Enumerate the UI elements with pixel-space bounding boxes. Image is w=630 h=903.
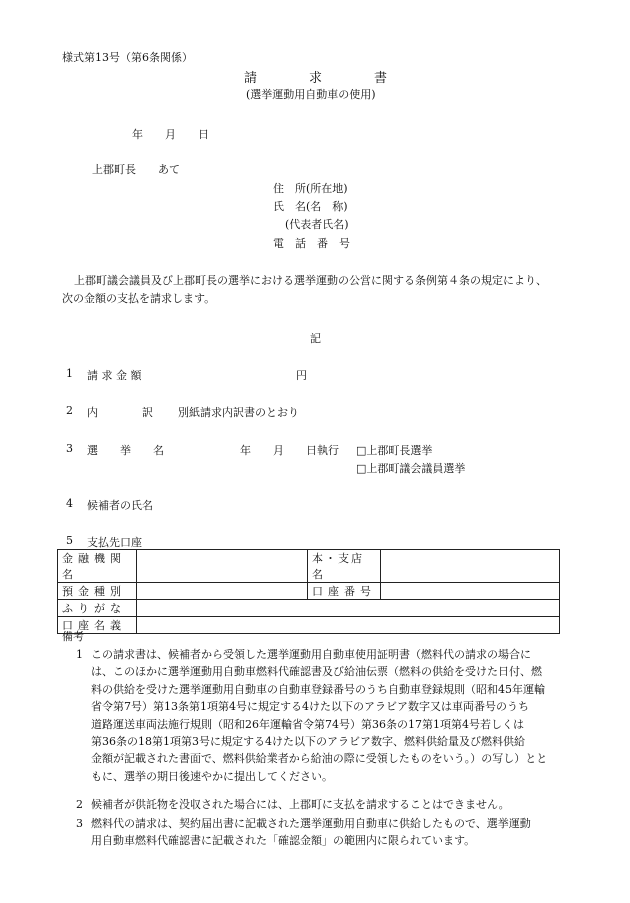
bank-name-label: 金融機関名 bbox=[58, 550, 137, 583]
election-option-mayor[interactable]: □上郡町長選挙 bbox=[356, 444, 433, 457]
applicant-phone-label: 電 話 番 号 bbox=[273, 237, 350, 250]
item-5-number: 5 bbox=[66, 534, 73, 547]
account-holder-field[interactable] bbox=[137, 617, 560, 634]
item-3-number: 3 bbox=[66, 442, 73, 455]
amount-unit: 円 bbox=[296, 369, 307, 382]
intro-line-1: 上郡町議会議員及び上郡町長の選挙における選挙運動の公営に関する条例第４条の規定により、 bbox=[74, 274, 547, 287]
note-3-number: 3 bbox=[76, 817, 83, 830]
form-number: 様式第13号（第6条関係） bbox=[62, 51, 193, 64]
table-row bbox=[58, 550, 560, 583]
note-1-line: 金額が記載された書面で、燃料供給業者から給油の際に受領したものをいう。）の写し）とと bbox=[91, 752, 548, 766]
table-row bbox=[58, 617, 560, 634]
intro-line-2: 次の金額の支払を請求します。 bbox=[62, 292, 216, 305]
election-date: 年 月 日執行 bbox=[240, 444, 339, 457]
breakdown-label: 内 訳 bbox=[87, 406, 153, 419]
branch-field[interactable] bbox=[381, 550, 560, 583]
applicant-representative-label: (代表者氏名) bbox=[285, 218, 349, 231]
note-2-line: 候補者が供託物を没収された場合には、上郡町に支払を請求することはできません。 bbox=[91, 798, 510, 811]
item-4-number: 4 bbox=[66, 497, 73, 510]
note-3 bbox=[64, 815, 572, 850]
item-1-number: 1 bbox=[66, 367, 73, 380]
note-1-number: 1 bbox=[76, 648, 83, 661]
branch-label: 本・支店名 bbox=[308, 550, 381, 583]
bank-name-field[interactable] bbox=[137, 550, 308, 583]
note-2 bbox=[64, 796, 572, 813]
account-number-label: 口座番号 bbox=[308, 583, 381, 600]
note-1 bbox=[64, 646, 572, 785]
applicant-address-label: 住 所(所在地) bbox=[273, 182, 348, 195]
account-label: 支払先口座 bbox=[87, 536, 142, 549]
date-line: 年 月 日 bbox=[132, 128, 209, 141]
account-holder-label: 口座名義 bbox=[58, 617, 137, 634]
applicant-name-label: 氏 名(名 称) bbox=[273, 200, 348, 213]
account-number-field[interactable] bbox=[381, 583, 560, 600]
furigana-label: ふりがな bbox=[58, 600, 137, 617]
note-1-line: この請求書は、候補者から受領した選挙運動用自動車使用証明書（燃料代の請求の場合に bbox=[91, 648, 531, 661]
deposit-type-field[interactable] bbox=[137, 583, 308, 600]
note-3-line: 用自動車燃料代確認書に記載された「確認金額」の範囲内に限られています。 bbox=[91, 834, 476, 848]
addressee: 上郡町長 あて bbox=[92, 163, 180, 176]
breakdown-value: 別紙請求内訳書のとおり bbox=[178, 406, 299, 419]
note-1-line: もに、選挙の期日後速やかに提出してください。 bbox=[91, 769, 333, 783]
note-3-line: 燃料代の請求は、契約届出書に記載された選挙運動用自動車に供給したもので、選挙運動 bbox=[91, 817, 531, 830]
note-1-line: は、このほかに選挙運動用自動車燃料代確認書及び給油伝票（燃料の供給を受けた日付、燃 bbox=[91, 665, 542, 679]
item-2-number: 2 bbox=[66, 404, 73, 417]
amount-label: 請 求 金 額 bbox=[87, 369, 142, 382]
note-1-line: 道路運送車両法施行規則（昭和26年運輸省令第74号）第36条の17第1項第4号若しくは bbox=[91, 717, 524, 731]
note-1-line: 第36条の18第1項第3号に規定する4けた以下のアラビア数字、燃料供給量及び燃料供給 bbox=[91, 735, 525, 749]
notes-heading: 備考 bbox=[62, 630, 84, 643]
bank-account-table bbox=[57, 549, 560, 634]
note-2-number: 2 bbox=[76, 798, 83, 811]
election-option-council[interactable]: □上郡町議会議員選挙 bbox=[356, 462, 466, 475]
candidate-name-label: 候補者の氏名 bbox=[87, 499, 153, 512]
table-row bbox=[58, 583, 560, 600]
table-row bbox=[58, 600, 560, 617]
note-1-line: 省令第7号）第13条第1項第4号に規定する4けた以下のアラビア数字又は車両番号のうち bbox=[91, 700, 529, 714]
document-title: 請 求 書 bbox=[244, 71, 388, 86]
deposit-type-label: 預金種別 bbox=[58, 583, 137, 600]
furigana-field[interactable] bbox=[137, 600, 560, 617]
note-1-line: 料の供給を受けた選挙運動用自動車の自動車登録番号のうち自動車登録規則（昭和45年運輸 bbox=[91, 682, 545, 696]
election-label: 選 挙 名 bbox=[87, 444, 164, 457]
document-subtitle: (選挙運動用自動車の使用) bbox=[246, 88, 376, 101]
ki-label: 記 bbox=[310, 332, 321, 345]
